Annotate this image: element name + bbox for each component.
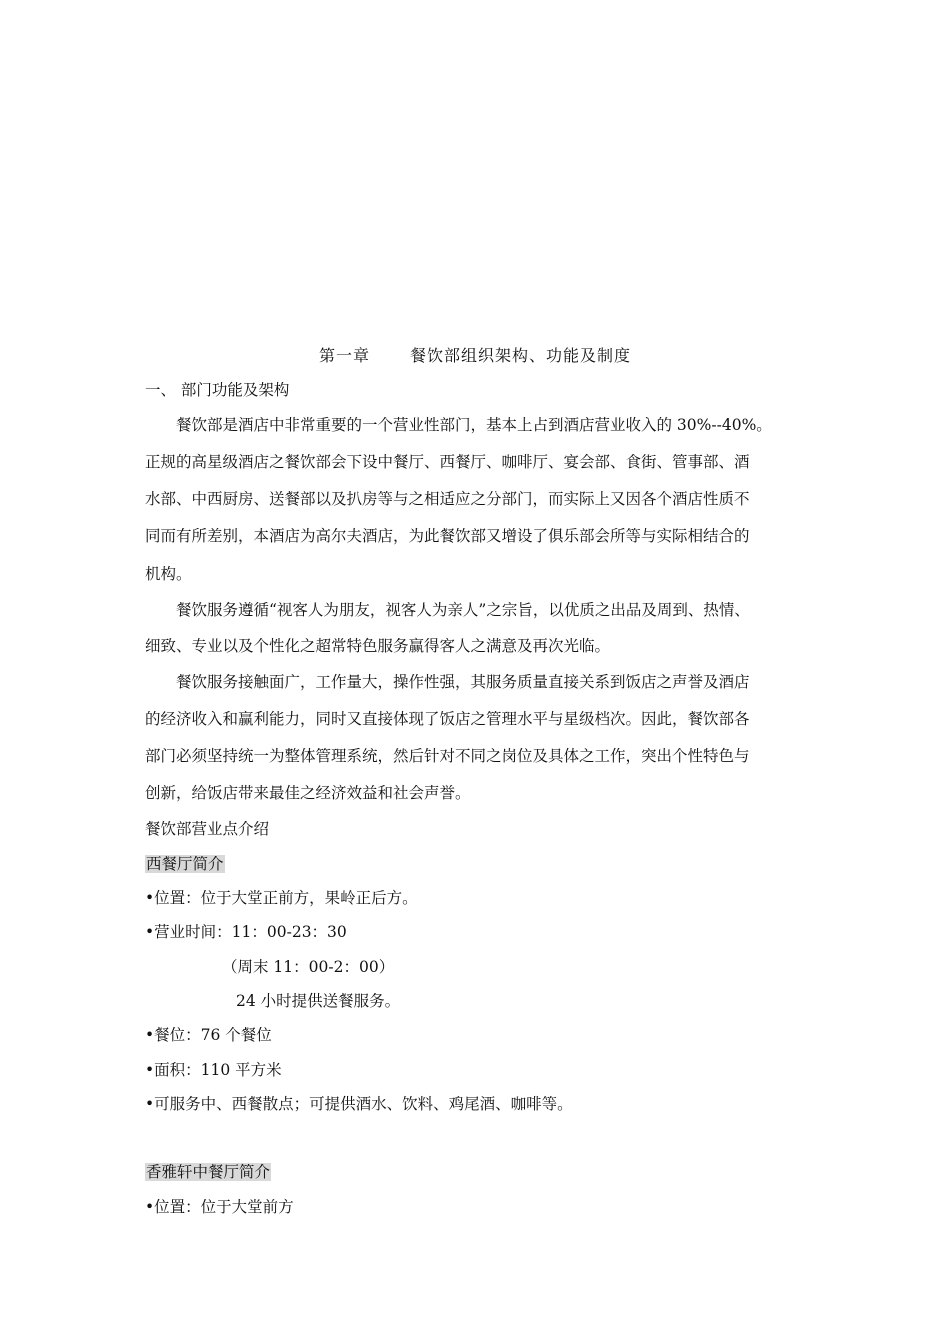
paragraph-line: 创新，给饭店带来最佳之经济效益和社会声誉。 [145, 784, 471, 802]
paragraph-line: 餐饮服务接触面广，工作量大，操作性强，其服务质量直接关系到饭店之声誉及酒店 [145, 673, 750, 691]
western-seats: •餐位：76 个餐位 [145, 1026, 272, 1044]
paragraph-line: 的经济收入和赢利能力，同时又直接体现了饭店之管理水平与星级档次。因此，餐饮部各 [145, 710, 750, 728]
western-restaurant-heading: 西餐厅简介 [146, 855, 224, 873]
western-service: •可服务中、西餐散点；可提供酒水、饮料、鸡尾酒、咖啡等。 [145, 1095, 573, 1113]
western-room-service: 24 小时提供送餐服务。 [236, 992, 401, 1010]
paragraph-line: 餐饮部是酒店中非常重要的一个营业性部门，基本上占到酒店营业收入的 30%--40%。 [145, 416, 772, 434]
chapter-number: 第一章 [318, 346, 370, 365]
chapter-name: 餐饮部组织架构、功能及制度 [410, 346, 632, 365]
paragraph-line: 餐饮服务遵循“视客人为朋友，视客人为亲人”之宗旨，以优质之出品及周到、热情、 [145, 601, 750, 619]
paragraph-line: 正规的高星级酒店之餐饮部会下设中餐厅、西餐厅、咖啡厅、宴会部、食街、管事部、酒 [145, 453, 750, 471]
section-heading: 一、 部门功能及架构 [145, 381, 290, 399]
western-area: •面积：110 平方米 [145, 1061, 282, 1079]
paragraph-line: 部门必须坚持统一为整体管理系统，然后针对不同之岗位及具体之工作，突出个性特色与 [145, 747, 750, 765]
western-location: •位置：位于大堂正前方，果岭正后方。 [145, 889, 418, 907]
western-hours: •营业时间：11：00-23：30 [145, 923, 347, 941]
western-hours-weekend: （周末 11：00-2：00） [222, 958, 395, 976]
paragraph-line: 水部、中西厨房、送餐部以及扒房等与之相适应之分部门，而实际上又因各个酒店性质不 [145, 490, 750, 508]
paragraph-line: 机构。 [145, 565, 192, 583]
paragraph-line: 同而有所差别，本酒店为高尔夫酒店，为此餐饮部又增设了俱乐部会所等与实际相结合的 [145, 527, 750, 545]
paragraph-line: 细致、专业以及个性化之超常特色服务赢得客人之满意及再次光临。 [145, 637, 611, 655]
chapter-title [0, 343, 950, 366]
chinese-location: •位置：位于大堂前方 [145, 1198, 294, 1216]
outlets-heading: 餐饮部营业点介绍 [145, 820, 270, 838]
chinese-restaurant-heading: 香雅轩中餐厅简介 [146, 1163, 271, 1181]
